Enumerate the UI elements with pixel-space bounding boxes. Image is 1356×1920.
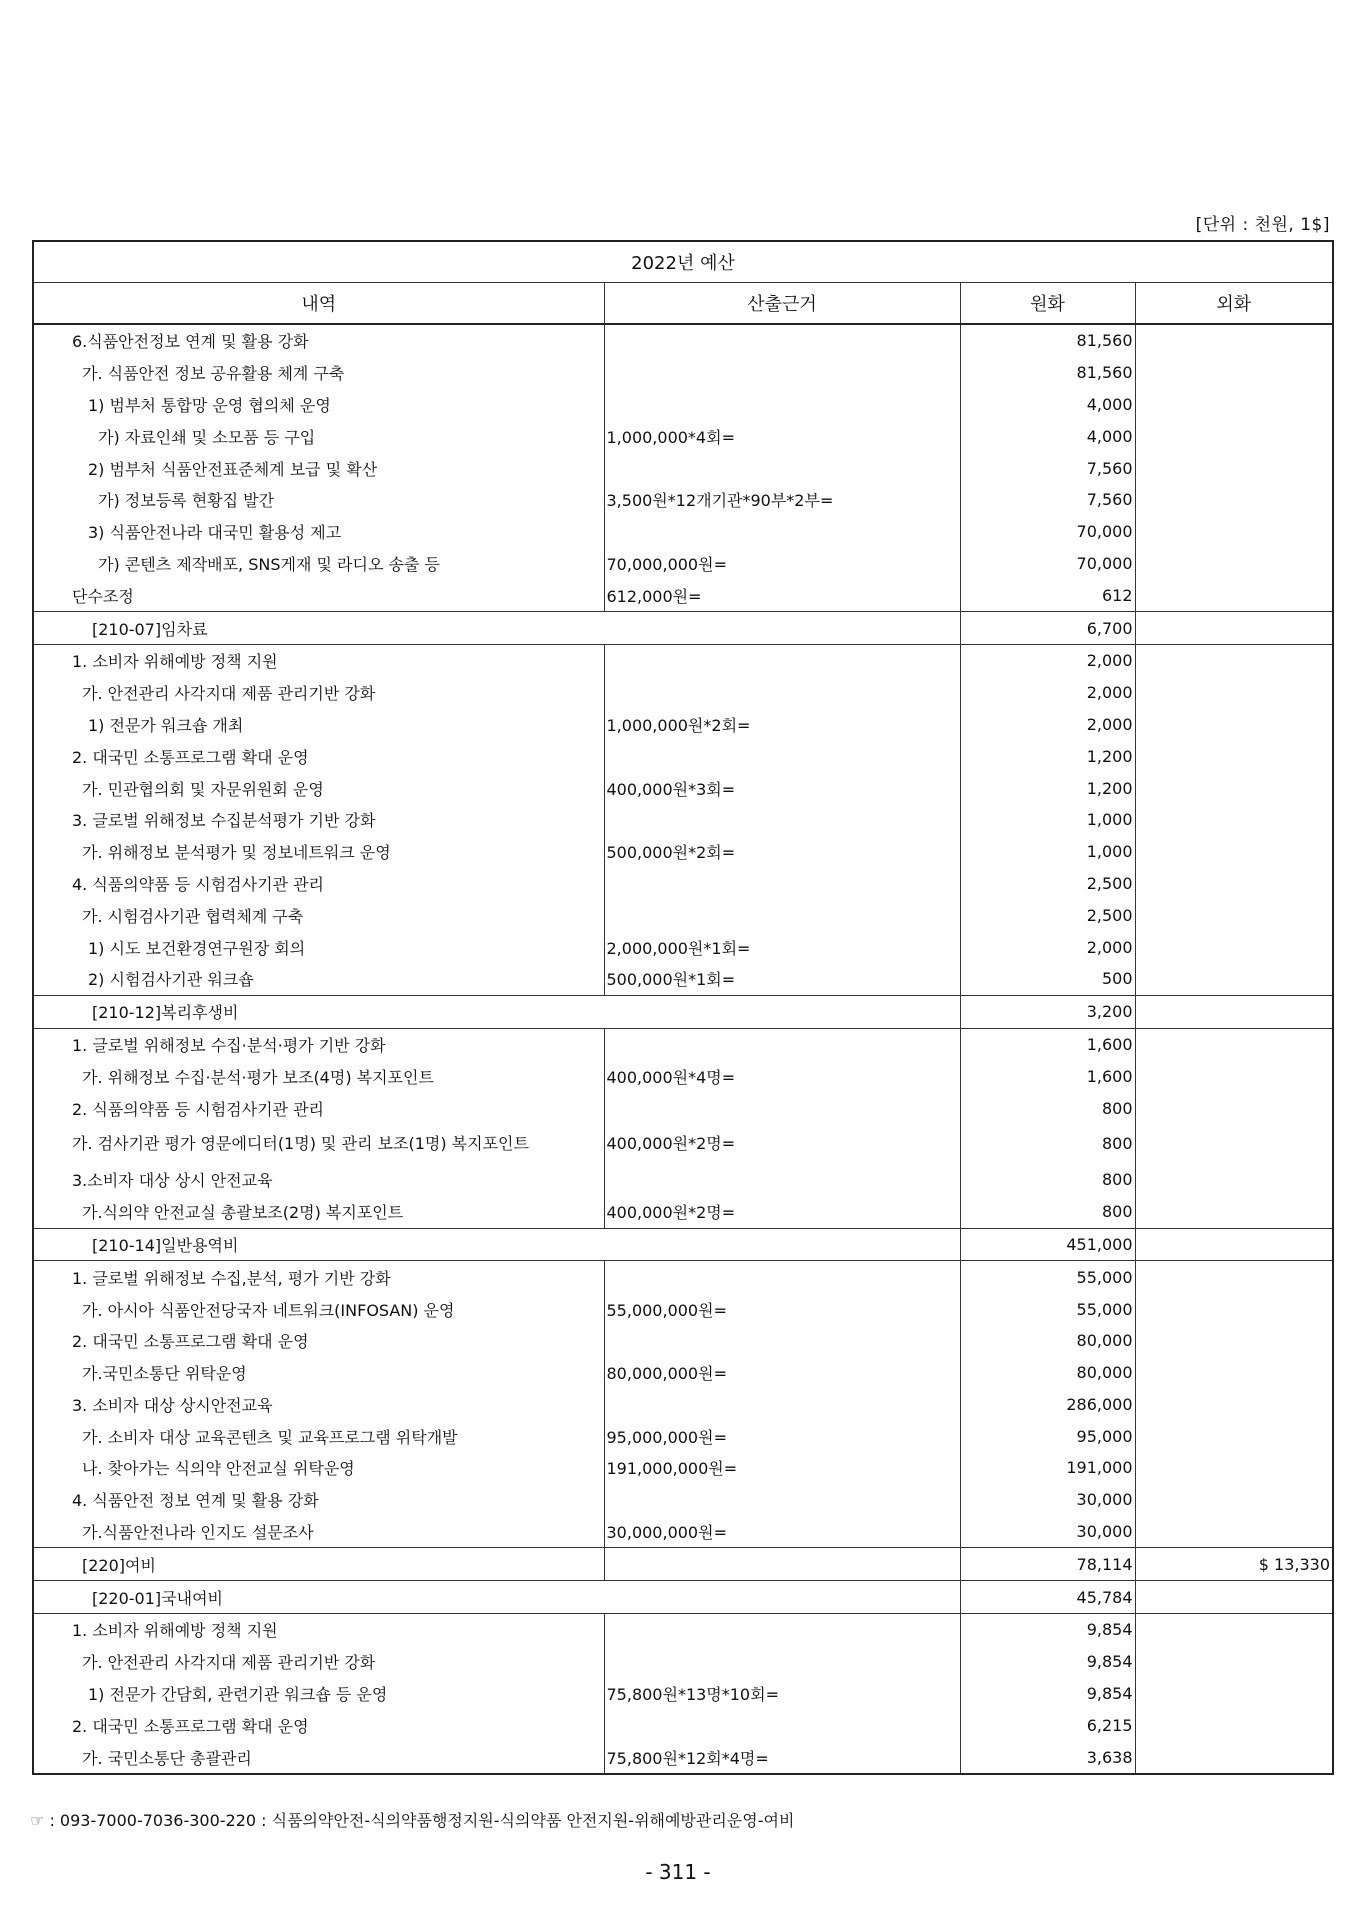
cell-basis: 95,000,000원= — [604, 1420, 960, 1452]
cell-desc: 2) 시험검사기관 워크숍 — [33, 963, 604, 995]
cell-basis: 70,000,000원= — [604, 548, 960, 580]
cell-fx — [1135, 740, 1333, 772]
cell-basis — [604, 644, 960, 676]
cell-desc: 가. 소비자 대상 교육콘텐츠 및 교육프로그램 위탁개발 — [33, 1420, 604, 1452]
cell-won: 800 — [960, 1196, 1135, 1228]
cell-fx — [1135, 1164, 1333, 1196]
cell-basis: 500,000원*1회= — [604, 963, 960, 995]
cell-desc: 2. 식품의약품 등 시험검사기관 관리 — [33, 1092, 604, 1124]
cell-basis: 3,500원*12개기관*90부*2부= — [604, 484, 960, 516]
table-row — [33, 420, 1333, 452]
cell-desc: [220]여비 — [33, 1548, 604, 1581]
cell-fx — [1135, 1325, 1333, 1357]
cell-fx — [1135, 579, 1333, 611]
cell-fx — [1135, 1196, 1333, 1228]
table-title: 2022년 예산 — [33, 241, 1333, 283]
cell-desc: 가.국민소통단 위탁운영 — [33, 1357, 604, 1389]
cell-desc: 3) 식품안전나라 대국민 활용성 제고 — [33, 516, 604, 548]
cell-desc: 가. 안전관리 사각지대 제품 관리기반 강화 — [33, 677, 604, 709]
cell-won: 1,200 — [960, 740, 1135, 772]
cell-won: 612 — [960, 579, 1135, 611]
cell-won: 4,000 — [960, 389, 1135, 421]
cell-fx — [1135, 452, 1333, 484]
cell-won: 800 — [960, 1092, 1135, 1124]
cell-basis: 55,000,000원= — [604, 1293, 960, 1325]
table-row — [33, 1228, 1333, 1261]
cell-desc: [220-01]국내여비 — [33, 1581, 960, 1614]
cell-fx — [1135, 644, 1333, 676]
cell-basis — [604, 740, 960, 772]
table-row — [33, 1709, 1333, 1741]
table-row — [33, 1357, 1333, 1389]
cell-desc: 가. 아시아 식품안전당국자 네트워크(INFOSAN) 운영 — [33, 1293, 604, 1325]
cell-fx — [1135, 1581, 1333, 1614]
cell-won: 6,700 — [960, 612, 1135, 645]
cell-desc: 1. 글로벌 위해정보 수집,분석, 평가 기반 강화 — [33, 1261, 604, 1293]
cell-fx — [1135, 357, 1333, 389]
cell-basis: 30,000,000원= — [604, 1516, 960, 1548]
table-row — [33, 1124, 1333, 1164]
cell-basis: 75,800원*13명*10회= — [604, 1678, 960, 1710]
footnote — [30, 1808, 794, 1831]
cell-won: 55,000 — [960, 1293, 1135, 1325]
budget-table — [32, 240, 1334, 1775]
cell-fx — [1135, 995, 1333, 1028]
cell-won: 1,600 — [960, 1028, 1135, 1060]
cell-fx — [1135, 1709, 1333, 1741]
table-row — [33, 1516, 1333, 1548]
cell-fx — [1135, 1228, 1333, 1261]
cell-won: 78,114 — [960, 1548, 1135, 1581]
cell-won: 1,000 — [960, 804, 1135, 836]
cell-basis — [604, 1261, 960, 1293]
cell-basis: 2,000,000원*1회= — [604, 931, 960, 963]
table-row — [33, 1028, 1333, 1060]
cell-fx — [1135, 1092, 1333, 1124]
table-row — [33, 1484, 1333, 1516]
cell-fx — [1135, 516, 1333, 548]
table-row — [33, 516, 1333, 548]
cell-fx — [1135, 1646, 1333, 1678]
col-header-fx: 외화 — [1135, 283, 1333, 325]
cell-won: 7,560 — [960, 452, 1135, 484]
cell-basis — [604, 1548, 960, 1581]
cell-won: 4,000 — [960, 420, 1135, 452]
cell-fx — [1135, 804, 1333, 836]
cell-basis: 400,000원*3회= — [604, 772, 960, 804]
cell-desc: 가. 식품안전 정보 공유활용 체계 구축 — [33, 357, 604, 389]
table-row — [33, 868, 1333, 900]
cell-fx: $ 13,330 — [1135, 1548, 1333, 1581]
cell-basis — [604, 1092, 960, 1124]
cell-fx — [1135, 1614, 1333, 1646]
cell-basis: 191,000,000원= — [604, 1452, 960, 1484]
cell-won: 500 — [960, 963, 1135, 995]
cell-won: 70,000 — [960, 516, 1135, 548]
cell-won: 2,000 — [960, 709, 1135, 741]
cell-desc: 가. 안전관리 사각지대 제품 관리기반 강화 — [33, 1646, 604, 1678]
cell-desc: 가. 검사기관 평가 영문에디터(1명) 및 관리 보조(1명) 복지포인트 — [33, 1124, 604, 1164]
cell-basis — [604, 1484, 960, 1516]
cell-basis: 1,000,000*4회= — [604, 420, 960, 452]
cell-basis: 75,800원*12회*4명= — [604, 1741, 960, 1774]
cell-won: 30,000 — [960, 1484, 1135, 1516]
cell-desc: 4. 식품의약품 등 시험검사기관 관리 — [33, 868, 604, 900]
cell-basis — [604, 868, 960, 900]
cell-desc: 가. 시험검사기관 협력체계 구축 — [33, 899, 604, 931]
table-row — [33, 357, 1333, 389]
cell-won: 9,854 — [960, 1646, 1135, 1678]
cell-won: 1,200 — [960, 772, 1135, 804]
unit-note: [단위 : 천원, 1$] — [1195, 215, 1330, 235]
cell-fx — [1135, 612, 1333, 645]
cell-basis — [604, 389, 960, 421]
cell-basis — [604, 804, 960, 836]
cell-basis: 400,000원*2명= — [604, 1124, 960, 1164]
table-row — [33, 804, 1333, 836]
cell-basis — [604, 324, 960, 357]
cell-fx — [1135, 420, 1333, 452]
table-row — [33, 484, 1333, 516]
cell-desc: 1) 시도 보건환경연구원장 회의 — [33, 931, 604, 963]
table-row — [33, 836, 1333, 868]
cell-won: 3,200 — [960, 995, 1135, 1028]
cell-fx — [1135, 1124, 1333, 1164]
table-header-row — [33, 283, 1333, 325]
table-row — [33, 931, 1333, 963]
table-row — [33, 1261, 1333, 1293]
page-number: - 311 - — [645, 1860, 711, 1884]
cell-desc: 가. 위해정보 수집·분석·평가 보조(4명) 복지포인트 — [33, 1060, 604, 1092]
cell-won: 9,854 — [960, 1614, 1135, 1646]
table-row — [33, 1581, 1333, 1614]
cell-desc: 가) 정보등록 현황집 발간 — [33, 484, 604, 516]
cell-desc: [210-07]임차료 — [33, 612, 960, 645]
col-header-desc: 내역 — [33, 283, 604, 325]
cell-basis — [604, 1325, 960, 1357]
cell-basis: 612,000원= — [604, 579, 960, 611]
cell-basis: 400,000원*2명= — [604, 1196, 960, 1228]
table-row — [33, 612, 1333, 645]
cell-fx — [1135, 1452, 1333, 1484]
cell-fx — [1135, 963, 1333, 995]
table-row — [33, 1389, 1333, 1421]
cell-fx — [1135, 1060, 1333, 1092]
table-row — [33, 995, 1333, 1028]
cell-desc: 가.식품안전나라 인지도 설문조사 — [33, 1516, 604, 1548]
cell-basis — [604, 357, 960, 389]
cell-desc: 1) 전문가 간담회, 관련기관 워크숍 등 운영 — [33, 1678, 604, 1710]
cell-fx — [1135, 1516, 1333, 1548]
cell-won: 30,000 — [960, 1516, 1135, 1548]
cell-basis — [604, 1028, 960, 1060]
cell-basis: 400,000원*4명= — [604, 1060, 960, 1092]
cell-desc: 1) 전문가 워크숍 개최 — [33, 709, 604, 741]
table-row — [33, 772, 1333, 804]
cell-desc: 가.식의약 안전교실 총괄보조(2명) 복지포인트 — [33, 1196, 604, 1228]
cell-won: 80,000 — [960, 1357, 1135, 1389]
cell-desc: 1. 소비자 위해예방 정책 지원 — [33, 644, 604, 676]
cell-won: 2,000 — [960, 931, 1135, 963]
cell-desc: 1. 소비자 위해예방 정책 지원 — [33, 1614, 604, 1646]
table-row — [33, 1164, 1333, 1196]
pointer-icon: ☞ — [30, 1811, 45, 1830]
cell-won: 3,638 — [960, 1741, 1135, 1774]
table-row — [33, 740, 1333, 772]
table-row — [33, 1646, 1333, 1678]
cell-fx — [1135, 931, 1333, 963]
cell-won: 1,000 — [960, 836, 1135, 868]
cell-fx — [1135, 324, 1333, 357]
cell-fx — [1135, 836, 1333, 868]
cell-fx — [1135, 899, 1333, 931]
cell-desc: 2) 범부처 식품안전표준체계 보급 및 확산 — [33, 452, 604, 484]
table-row — [33, 709, 1333, 741]
cell-won: 9,854 — [960, 1678, 1135, 1710]
cell-basis — [604, 1646, 960, 1678]
cell-fx — [1135, 548, 1333, 580]
cell-basis: 500,000원*2회= — [604, 836, 960, 868]
table-row — [33, 1325, 1333, 1357]
cell-won: 70,000 — [960, 548, 1135, 580]
col-header-basis: 산출근거 — [604, 283, 960, 325]
cell-desc: [210-12]복리후생비 — [33, 995, 960, 1028]
cell-fx — [1135, 1678, 1333, 1710]
cell-fx — [1135, 1293, 1333, 1325]
cell-won: 191,000 — [960, 1452, 1135, 1484]
cell-fx — [1135, 1741, 1333, 1774]
cell-basis — [604, 452, 960, 484]
table-row — [33, 1614, 1333, 1646]
cell-basis — [604, 1389, 960, 1421]
cell-fx — [1135, 484, 1333, 516]
cell-basis — [604, 677, 960, 709]
footnote-text: : 093-7000-7036-300-220 : 식품의약안전-식의약품행정지원-식의약품 안전지원-위해예방관리운영-여비 — [49, 1811, 795, 1830]
cell-basis — [604, 516, 960, 548]
cell-won: 800 — [960, 1124, 1135, 1164]
cell-won: 45,784 — [960, 1581, 1135, 1614]
table-row — [33, 899, 1333, 931]
cell-won: 55,000 — [960, 1261, 1135, 1293]
table-row — [33, 1548, 1333, 1581]
cell-won: 7,560 — [960, 484, 1135, 516]
cell-basis — [604, 899, 960, 931]
cell-won: 2,000 — [960, 644, 1135, 676]
table-title-row — [33, 241, 1333, 283]
table-row — [33, 452, 1333, 484]
cell-fx — [1135, 772, 1333, 804]
cell-basis — [604, 1164, 960, 1196]
cell-desc: 단수조정 — [33, 579, 604, 611]
table-row — [33, 1060, 1333, 1092]
cell-fx — [1135, 868, 1333, 900]
table-row — [33, 1293, 1333, 1325]
cell-desc: 가) 자료인쇄 및 소모품 등 구입 — [33, 420, 604, 452]
cell-basis: 1,000,000원*2회= — [604, 709, 960, 741]
cell-won: 286,000 — [960, 1389, 1135, 1421]
cell-desc: 4. 식품안전 정보 연계 및 활용 강화 — [33, 1484, 604, 1516]
cell-desc: 1. 글로벌 위해정보 수집·분석·평가 기반 강화 — [33, 1028, 604, 1060]
cell-desc: 3.소비자 대상 상시 안전교육 — [33, 1164, 604, 1196]
cell-fx — [1135, 1028, 1333, 1060]
cell-desc: 3. 글로벌 위해정보 수집분석평가 기반 강화 — [33, 804, 604, 836]
cell-desc: 가. 민관협의회 및 자문위원회 운영 — [33, 772, 604, 804]
cell-desc: 나. 찾아가는 식의약 안전교실 위탁운영 — [33, 1452, 604, 1484]
cell-fx — [1135, 677, 1333, 709]
cell-desc: 1) 범부처 통합망 운영 협의체 운영 — [33, 389, 604, 421]
cell-desc: 3. 소비자 대상 상시안전교육 — [33, 1389, 604, 1421]
table-row — [33, 677, 1333, 709]
cell-desc: 6.식품안전정보 연계 및 활용 강화 — [33, 324, 604, 357]
cell-fx — [1135, 709, 1333, 741]
cell-desc: 가. 위해정보 분석평가 및 정보네트워크 운영 — [33, 836, 604, 868]
cell-fx — [1135, 1484, 1333, 1516]
cell-desc: 가) 콘텐츠 제작배포, SNS게재 및 라디오 송출 등 — [33, 548, 604, 580]
cell-fx — [1135, 1357, 1333, 1389]
cell-fx — [1135, 389, 1333, 421]
cell-desc: [210-14]일반용역비 — [33, 1228, 960, 1261]
table-row — [33, 1741, 1333, 1774]
cell-fx — [1135, 1420, 1333, 1452]
cell-basis: 80,000,000원= — [604, 1357, 960, 1389]
table-row — [33, 579, 1333, 611]
cell-won: 800 — [960, 1164, 1135, 1196]
cell-won: 2,500 — [960, 868, 1135, 900]
table-body — [33, 324, 1333, 1774]
cell-desc: 가. 국민소통단 총괄관리 — [33, 1741, 604, 1774]
cell-won: 451,000 — [960, 1228, 1135, 1261]
table-row — [33, 963, 1333, 995]
cell-basis — [604, 1614, 960, 1646]
cell-won: 1,600 — [960, 1060, 1135, 1092]
cell-desc: 2. 대국민 소통프로그램 확대 운영 — [33, 1709, 604, 1741]
table-row — [33, 548, 1333, 580]
table-row — [33, 389, 1333, 421]
cell-won: 6,215 — [960, 1709, 1135, 1741]
cell-desc: 2. 대국민 소통프로그램 확대 운영 — [33, 1325, 604, 1357]
cell-basis — [604, 1709, 960, 1741]
cell-won: 95,000 — [960, 1420, 1135, 1452]
cell-won: 81,560 — [960, 357, 1135, 389]
cell-fx — [1135, 1261, 1333, 1293]
cell-fx — [1135, 1389, 1333, 1421]
table-row — [33, 1452, 1333, 1484]
table-row — [33, 1420, 1333, 1452]
cell-won: 80,000 — [960, 1325, 1135, 1357]
cell-won: 81,560 — [960, 324, 1135, 357]
cell-won: 2,500 — [960, 899, 1135, 931]
col-header-won: 원화 — [960, 283, 1135, 325]
table-row — [33, 324, 1333, 357]
table-row — [33, 644, 1333, 676]
cell-won: 2,000 — [960, 677, 1135, 709]
table-row — [33, 1196, 1333, 1228]
table-row — [33, 1092, 1333, 1124]
table-row — [33, 1678, 1333, 1710]
cell-desc: 2. 대국민 소통프로그램 확대 운영 — [33, 740, 604, 772]
